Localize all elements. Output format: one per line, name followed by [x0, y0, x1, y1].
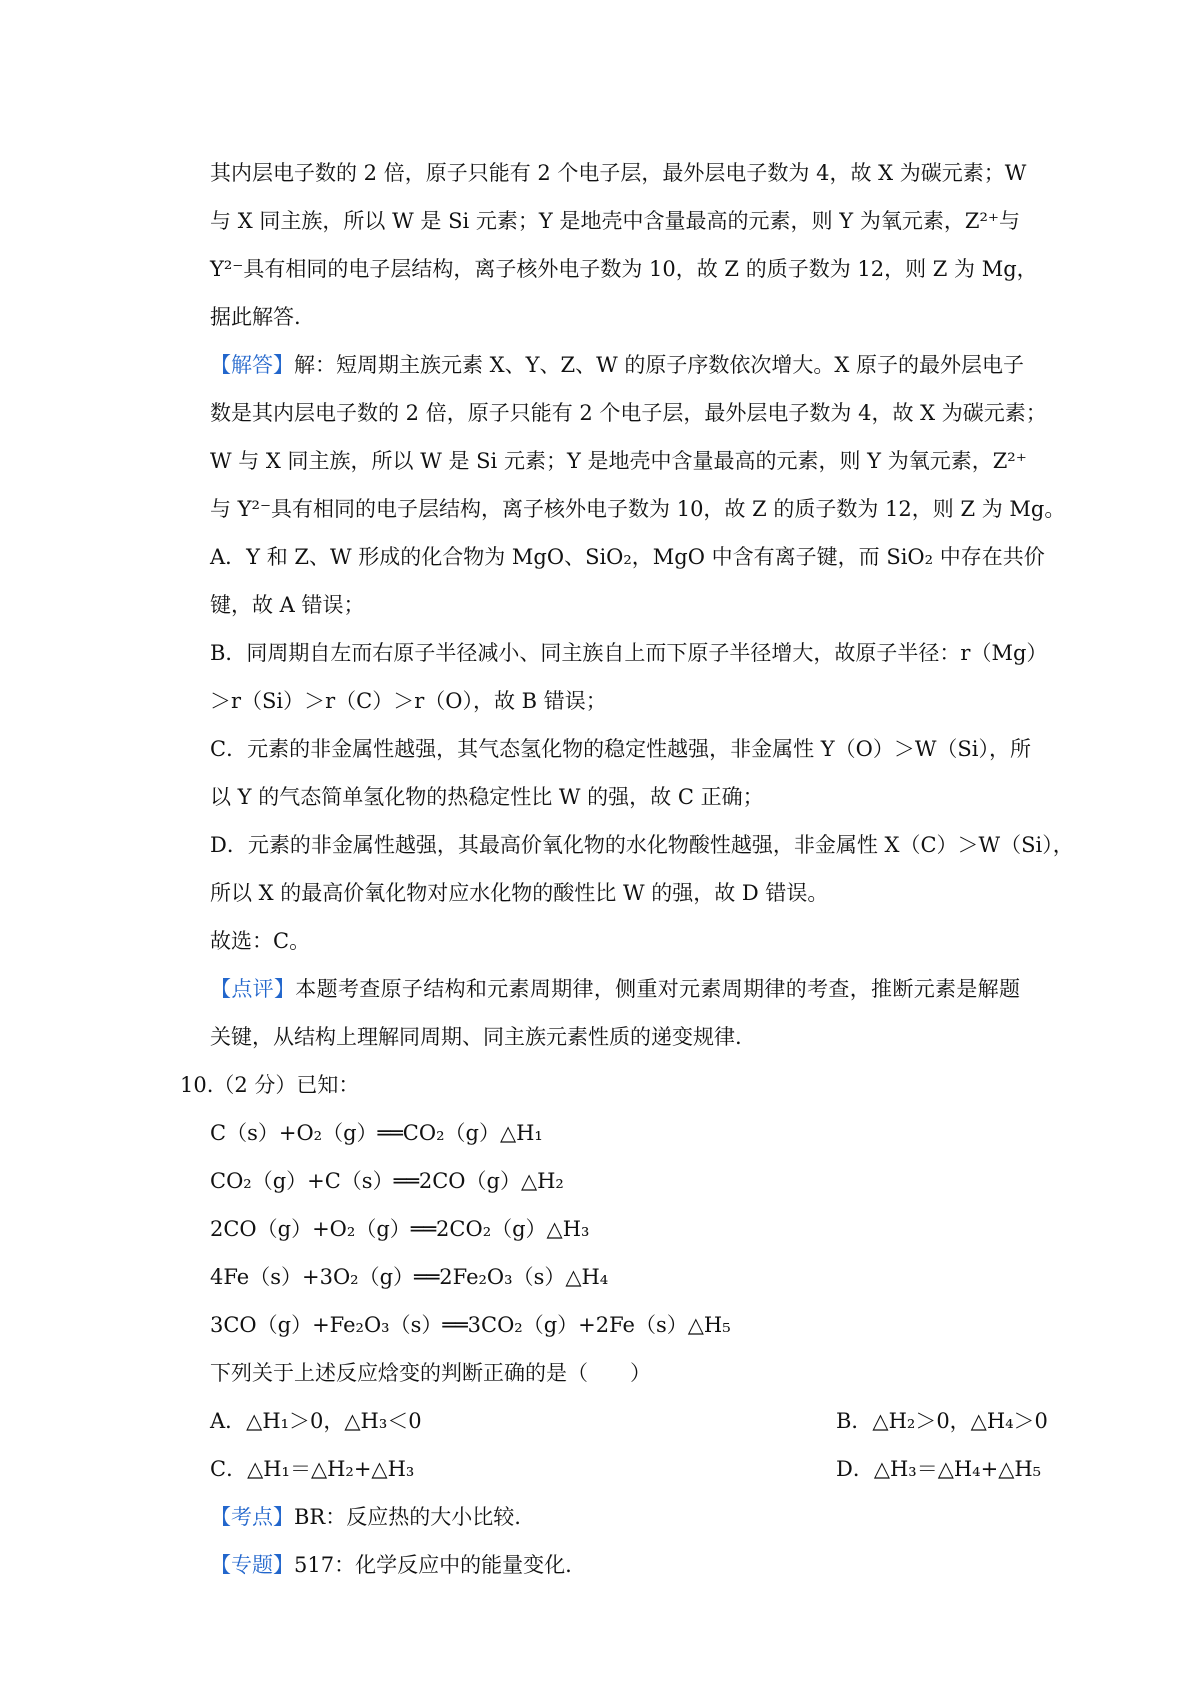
answer-text: 解：短周期主族元素 X、Y、Z、W 的原子序数依次增大。X 原子的最外层电子: [294, 353, 1024, 377]
analysis-line-1: 其内层电子数的 2 倍，原子只能有 2 个电子层，最外层电子数为 4，故 X 为碳元素；W: [210, 161, 1027, 185]
equation-2: CO₂（g）+C（s）══2CO（g）△H₂: [210, 1169, 564, 1193]
answer-line-7: B．同周期自左而右原子半径减小、同主族自上而下原子半径增大，故原子半径：r（Mg）: [210, 641, 1048, 665]
answer-line-3: W 与 X 同主族，所以 W 是 Si 元素；Y 是地壳中含量最高的元素，则 Y 为氧元素，Z²⁺: [210, 449, 1027, 473]
answer-label: 【解答】: [210, 353, 294, 377]
answer-line-10: 以 Y 的气态简单氢化物的热稳定性比 W 的强，故 C 正确；: [210, 785, 764, 809]
answer-line-5: A．Y 和 Z、W 形成的化合物为 MgO、SiO₂，MgO 中含有离子键，而 SiO₂ 中存在共价: [210, 545, 1045, 569]
answer-line-9: C．元素的非金属性越强，其气态氢化物的稳定性越强，非金属性 Y（O）＞W（Si），所: [210, 737, 1032, 761]
option-c: C．△H₁＝△H₂+△H₃: [210, 1457, 415, 1481]
option-a: A．△H₁＞0，△H₃＜0: [210, 1409, 422, 1433]
question-stem: 10.（2 分）已知：: [180, 1073, 360, 1097]
equation-3: 2CO（g）+O₂（g）══2CO₂（g）△H₃: [210, 1217, 590, 1241]
answer-line-1: [210, 350, 1024, 380]
equation-5: 3CO（g）+Fe₂O₃（s）══3CO₂（g）+2Fe（s）△H₅: [210, 1313, 731, 1337]
comment-text: 本题考查原子结构和元素周期律，侧重对元素周期律的考查，推断元素是解题: [295, 977, 1020, 1001]
analysis-line-3: Y²⁻具有相同的电子层结构，离子核外电子数为 10，故 Z 的质子数为 12，则 Z 为 Mg，: [210, 257, 1038, 281]
kaodian-text: BR：反应热的大小比较.: [294, 1505, 521, 1529]
option-b: B．△H₂＞0，△H₄＞0: [836, 1409, 1048, 1433]
answer-line-6: 键，故 A 错误；: [210, 593, 365, 617]
answer-line-4: 与 Y²⁻具有相同的电子层结构，离子核外电子数为 10，故 Z 的质子数为 12，则 Z 为 Mg。: [210, 497, 1066, 521]
answer-line-12: 所以 X 的最高价氧化物对应水化物的酸性比 W 的强，故 D 错误。: [210, 881, 829, 905]
zhuanti-line: [210, 1550, 1020, 1580]
zhuanti-text: 517：化学反应中的能量变化.: [294, 1553, 572, 1577]
option-d: D．△H₃＝△H₄+△H₅: [836, 1457, 1042, 1481]
answer-line-13: 故选：C。: [210, 929, 311, 953]
answer-line-11: D．元素的非金属性越强，其最高价氧化物的水化物酸性越强，非金属性 X（C）＞W（Si），: [210, 833, 1074, 857]
comment-line-1: [210, 974, 1020, 1004]
equation-4: 4Fe（s）+3O₂（g）══2Fe₂O₃（s）△H₄: [210, 1265, 609, 1289]
comment-line-2: 关键，从结构上理解同周期、同主族元素性质的递变规律.: [210, 1025, 742, 1049]
kaodian-label: 【考点】: [210, 1505, 294, 1529]
options-row-1: [210, 1406, 1048, 1436]
equation-1: C（s）+O₂（g）══CO₂（g）△H₁: [210, 1121, 543, 1145]
answer-line-8: ＞r（Si）＞r（C）＞r（O），故 B 错误；: [210, 689, 607, 713]
question-prompt: 下列关于上述反应焓变的判断正确的是（ ）: [210, 1361, 651, 1385]
options-row-2: [210, 1454, 1042, 1484]
answer-line-2: 数是其内层电子数的 2 倍，原子只能有 2 个电子层，最外层电子数为 4，故 X 为碳元素；: [210, 401, 1047, 425]
analysis-line-4: 据此解答.: [210, 305, 301, 329]
comment-label: 【点评】: [210, 977, 296, 1001]
analysis-line-2: 与 X 同主族，所以 W 是 Si 元素；Y 是地壳中含量最高的元素，则 Y 为氧元素，Z²⁺与: [210, 209, 1020, 233]
zhuanti-label: 【专题】: [210, 1553, 294, 1577]
kaodian-line: [210, 1502, 1020, 1532]
